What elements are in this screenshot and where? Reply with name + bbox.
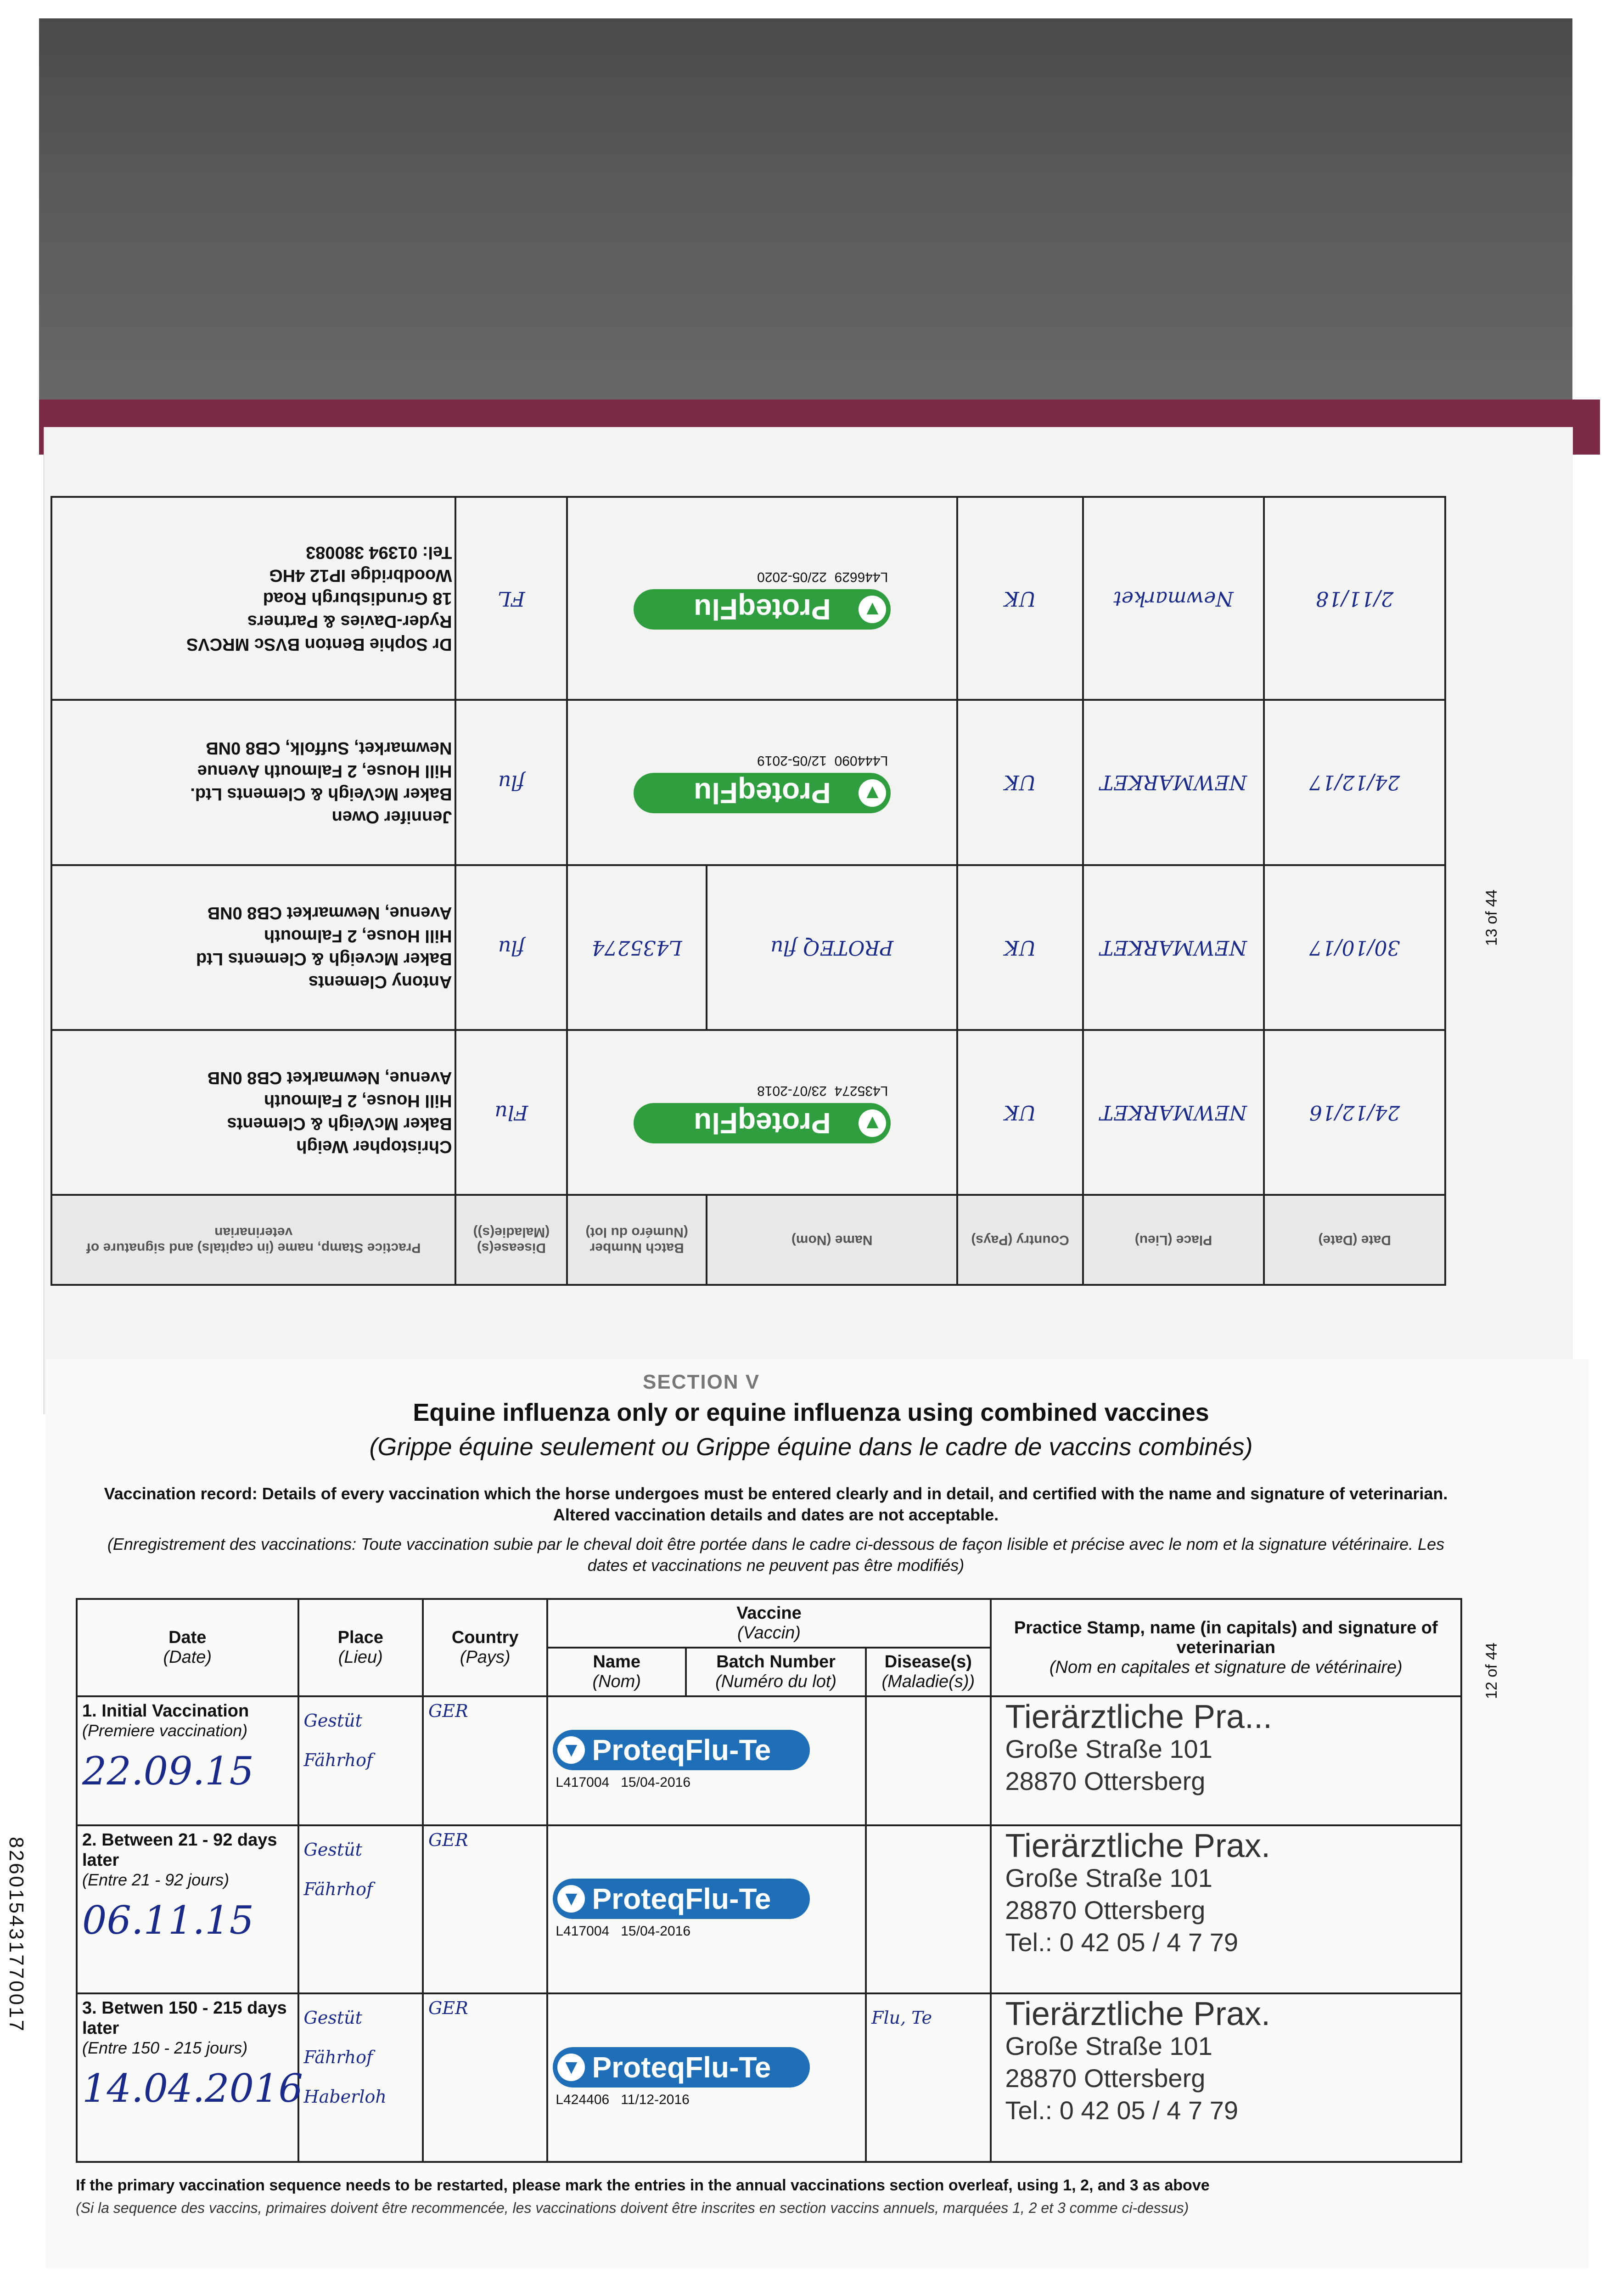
vet-stamp: Tierärztliche Prax. Große Straße 101 28870 Ottersberg Tel.: 0 42 05 / 4 7 79	[1005, 1996, 1271, 2125]
entry-disease: Flu	[455, 1030, 567, 1195]
vet-stamp: Jennifer Owen Baker McVeigh & Clements Ltd. Hill House, 2 Falmouth Avenue Newmarket, Suffolk, CB8 0NB	[190, 738, 452, 827]
header-vaccine-name: Name (Nom)	[547, 1648, 686, 1696]
primary-vaccination-table	[76, 1598, 1462, 2163]
entry-date: 24/12/17	[1264, 700, 1445, 865]
entry-country: UK	[957, 497, 1083, 700]
entry-country: GER	[423, 1825, 547, 1994]
sticker-expiry: 15/04-2016	[621, 1775, 691, 1790]
drop-icon: ▼	[859, 596, 886, 623]
entry-country: UK	[957, 700, 1083, 865]
vet-stamp-cell	[51, 865, 455, 1030]
annual-vaccination-table	[51, 496, 1446, 1286]
entry-date: 14.04.2016	[82, 2066, 303, 2111]
header-batch: Batch Number (Numéro du lot)	[567, 1195, 707, 1285]
header-disease: Disease(s) (Maladie(s))	[455, 1195, 567, 1285]
sticker-lot: L446629	[834, 569, 888, 585]
header-date: Date (Date)	[77, 1599, 298, 1696]
vet-stamp-cell	[51, 700, 455, 865]
vet-stamp-cell	[51, 497, 455, 700]
header-batch: Batch Number (Numéro du lot)	[686, 1648, 866, 1696]
sticker-expiry: 12/05-2019	[757, 753, 827, 769]
header-place: Place (Lieu)	[298, 1599, 423, 1696]
vaccine-sticker	[553, 1730, 810, 1790]
entry-date: 30/10/17	[1264, 865, 1445, 1030]
vet-stamp: Christopher Weigh Baker McVeigh & Clements Hill House, 2 Falmouth Avenue, Newmarket CB8 0NB	[207, 1068, 452, 1157]
entry-place: NEWMARKET	[1083, 1030, 1264, 1195]
vaccine-sticker	[634, 1083, 891, 1143]
entry-disease: flu	[455, 700, 567, 865]
sticker-expiry: 23/07-2018	[757, 1083, 827, 1098]
entry-country: UK	[957, 865, 1083, 1030]
footer-note-english: If the primary vaccination sequence needs to be restarted, please mark the entries in the annual vaccinations section overleaf, using 1, 2, and 3 as above	[76, 2177, 1210, 2194]
footer-note-french: (Si la sequence des vaccins, primaires doivent être recommencée, les vaccinations doivent être inscrites en section vaccins annuels, marquées 1, 2 et 3 comme ci-dessus)	[76, 2200, 1189, 2216]
vaccine-sticker-cell	[547, 1993, 866, 2162]
record-instructions-french: (Enregistrement des vaccinations: Toute vaccination subie par le cheval doit être portée dans le cadre ci-dessous de façon lisible et précise avec le nom et la signature vétérinaire. Les dates et vaccinations ne peuvent pas être modifiés)	[107, 1535, 1445, 1575]
header-country: Country (Pays)	[423, 1599, 547, 1696]
drop-icon: ▼	[859, 780, 886, 807]
sticker-lot: L417004	[556, 1775, 610, 1790]
page-number-13: 13 of 44	[1483, 889, 1500, 946]
header-date: Date (Date)	[1264, 1195, 1445, 1285]
entry-date-cell: 3. Betwen 150 - 215 days later (Entre 150 - 215 jours) 14.04.2016	[77, 1993, 298, 2162]
sticker-product: ProteqFlu-Te	[592, 2050, 771, 2084]
sticker-lot: L444090	[834, 753, 888, 769]
drop-icon: ▼	[557, 1736, 585, 1764]
header-vaccine-name: Name (Nom)	[707, 1195, 957, 1285]
sticker-product: ProteqFlu	[694, 1106, 831, 1140]
sticker-product: ProteqFlu	[694, 592, 831, 626]
sticker-product: ProteqFlu	[694, 777, 831, 810]
entry-batch: L435274	[567, 865, 707, 1030]
entry-place: Newmarket	[1083, 497, 1264, 700]
entry-country: GER	[423, 1993, 547, 2162]
vaccine-sticker	[553, 1879, 810, 1939]
vet-stamp: Tierärztliche Prax. Große Straße 101 28870 Ottersberg Tel.: 0 42 05 / 4 7 79	[1005, 1827, 1271, 1957]
entry-disease: Flu, Te	[866, 1993, 990, 2162]
entry-disease	[866, 1825, 990, 1994]
table-row	[77, 1825, 1461, 1994]
vet-stamp-cell	[991, 1696, 1461, 1825]
vet-stamp: Dr Sophie Benton BVSc MRCVS Ryder-Davies & Partners 18 Grundisburgh Road Woodbridge IP12 4HG Tel: 01394 380083	[186, 543, 452, 654]
entry-date-cell: 2. Between 21 - 92 days later (Entre 21 - 92 jours) 06.11.15	[77, 1825, 298, 1994]
sticker-product: ProteqFlu-Te	[592, 1882, 771, 1916]
vaccine-sticker-cell	[547, 1825, 866, 1994]
vaccine-sticker-cell	[567, 1030, 957, 1195]
table-row	[77, 1993, 1461, 2162]
entry-place: Gestüt Fährhof	[298, 1825, 423, 1994]
entry-date: 22.09.15	[82, 1749, 254, 1794]
sticker-lot: L417004	[556, 1924, 610, 1939]
vaccine-sticker-cell	[567, 700, 957, 865]
vaccine-sticker	[553, 2047, 810, 2108]
entry-date: 24/12/16	[1264, 1030, 1445, 1195]
entry-date: 06.11.15	[82, 1897, 254, 1943]
table-row	[51, 497, 1445, 700]
drop-icon: ▼	[859, 1109, 886, 1137]
vaccine-sticker	[634, 753, 891, 814]
header-country: Country (Pays)	[957, 1195, 1083, 1285]
sticker-product: ProteqFlu-Te	[592, 1733, 771, 1767]
sticker-lot: L435274	[834, 1083, 888, 1098]
vet-stamp: Tierärztliche Pra... Große Straße 101 28870 Ottersberg	[1005, 1699, 1273, 1795]
header-disease: Disease(s) (Maladie(s))	[866, 1648, 990, 1696]
scan-background	[39, 18, 1572, 445]
entry-disease: flu	[455, 865, 567, 1030]
section-title: SECTION V	[643, 1371, 760, 1393]
header-stamp: Practice Stamp, name (in capitals) and signature of veterinarian (Nom en capitales et signature de vétérinaire)	[991, 1599, 1461, 1696]
table-row	[51, 865, 1445, 1030]
vet-stamp: Antony Clements Baker Mcveigh & Clements Ltd Hill House, 2 Falmouth Avenue, Newmarket CB8 0NB	[196, 903, 452, 992]
table-row	[51, 700, 1445, 865]
vaccine-sticker	[634, 569, 891, 630]
header-stamp: Practice Stamp, name (in capitals) and signature of veterinarian	[51, 1195, 455, 1285]
primary-vaccination-grid	[76, 1598, 1462, 2163]
vaccine-sticker-cell	[547, 1696, 866, 1825]
vet-stamp-cell	[991, 1825, 1461, 1994]
entry-date-cell: 1. Initial Vaccination (Premiere vaccination) 22.09.15	[77, 1696, 298, 1825]
vaccine-sticker-cell	[567, 497, 957, 700]
heading-english: Equine influenza only or equine influenza using combined vaccines	[413, 1399, 1209, 1426]
header-place: Place (Lieu)	[1083, 1195, 1264, 1285]
entry-disease: FL	[455, 497, 567, 700]
sticker-expiry: 15/04-2016	[621, 1924, 691, 1939]
passport-number: 826015431770017	[5, 1837, 28, 2033]
entry-country: UK	[957, 1030, 1083, 1195]
entry-disease	[866, 1696, 990, 1825]
annual-vaccination-grid	[51, 496, 1446, 1286]
sticker-expiry: 22/05-2020	[757, 569, 827, 585]
heading-french: (Grippe équine seulement ou Grippe équine dans le cadre de vaccins combinés)	[369, 1433, 1253, 1461]
page-number-12: 12 of 44	[1483, 1643, 1500, 1699]
entry-place: NEWMARKET	[1083, 700, 1264, 865]
table-row	[77, 1696, 1461, 1825]
entry-date: 2/11/18	[1264, 497, 1445, 700]
entry-country: GER	[423, 1696, 547, 1825]
entry-vaccine-name: PROTEQ flu	[707, 865, 957, 1030]
vet-stamp-cell	[991, 1993, 1461, 2162]
drop-icon: ▼	[557, 2054, 585, 2081]
table-row	[51, 1030, 1445, 1195]
vet-stamp-cell	[51, 1030, 455, 1195]
header-vaccine: Vaccine (Vaccin)	[547, 1599, 990, 1648]
sticker-expiry: 11/12-2016	[621, 2092, 690, 2107]
entry-place: Gestüt Fährhof	[298, 1696, 423, 1825]
entry-place: NEWMARKET	[1083, 865, 1264, 1030]
record-instructions-english: Vaccination record: Details of every vaccination which the horse undergoes must be entered clearly and in detail, and certified with the name and signature of veterinarian. Altered vaccination details and dates are not acceptable.	[104, 1484, 1448, 1524]
drop-icon: ▼	[557, 1885, 585, 1913]
sticker-lot: L424406	[556, 2092, 610, 2107]
entry-place: Gestüt Fährhof Haberloh	[298, 1993, 423, 2162]
